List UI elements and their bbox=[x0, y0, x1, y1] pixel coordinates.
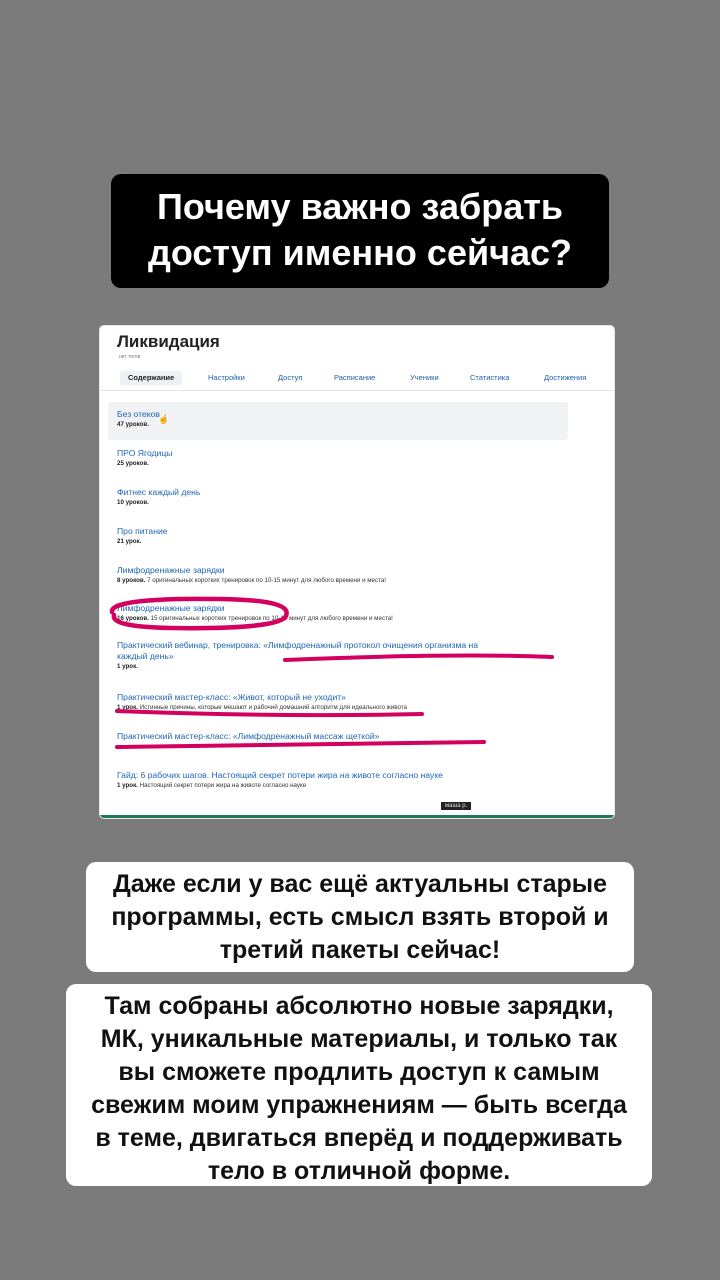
item-count: 1 урок. bbox=[117, 663, 138, 670]
tab-achievements[interactable]: Достижения bbox=[544, 373, 587, 382]
item-title[interactable]: Про питание bbox=[117, 526, 168, 536]
item-description: 7 оригинальных коротких тренировок по 10-15 минут для любого времени и места! bbox=[145, 577, 387, 584]
item-title[interactable]: Практический мастер-класс: «Лимфодренажный массаж щеткой» bbox=[117, 731, 380, 741]
tab-settings[interactable]: Настройки bbox=[208, 373, 245, 382]
caption-box-2 bbox=[66, 984, 652, 1186]
marker-underline bbox=[117, 742, 484, 747]
list-item[interactable] bbox=[117, 640, 478, 671]
caption-2-line-1: Там собраны абсолютно новые зарядки, bbox=[104, 992, 614, 1020]
item-count: 21 урок. bbox=[117, 538, 142, 545]
item-title[interactable]: Лимфодренажные зарядки bbox=[117, 603, 225, 613]
list-item[interactable] bbox=[117, 487, 200, 507]
caption-1-line-2: программы, есть смысл взять второй и bbox=[111, 903, 609, 931]
item-title[interactable]: Лимфодренажные зарядки bbox=[117, 565, 225, 575]
item-meta bbox=[117, 614, 393, 623]
item-title[interactable]: Без отеков bbox=[117, 409, 160, 419]
page-title: Ликвидация bbox=[117, 332, 220, 351]
list-item[interactable] bbox=[117, 448, 172, 468]
item-title[interactable]: Фитнес каждый день bbox=[117, 487, 201, 497]
caption-1-line-3: третий пакеты сейчас! bbox=[219, 936, 501, 964]
item-count: 1 урок. bbox=[117, 782, 138, 789]
caption-2-line-5: в теме, двигаться вперёд и поддерживать bbox=[95, 1124, 623, 1152]
headline-box bbox=[111, 174, 609, 288]
item-count: 47 уроков. bbox=[117, 421, 149, 428]
tab-content[interactable]: Содержание bbox=[120, 371, 182, 385]
item-meta bbox=[117, 662, 478, 671]
caption-2-line-2: МК, уникальные материалы, и только так bbox=[100, 1025, 618, 1053]
item-description: 15 оригинальных коротких тренировок по 10-15 минут для любого времени и места! bbox=[148, 615, 393, 622]
item-title-continued[interactable]: каждый день» bbox=[117, 651, 174, 661]
course-screenshot bbox=[100, 326, 614, 818]
item-meta bbox=[117, 537, 168, 546]
item-description: Настоящий секрет потери жира на животе согласно науке bbox=[137, 782, 307, 789]
tab-students[interactable]: Ученики bbox=[410, 373, 439, 382]
list-item[interactable] bbox=[117, 526, 168, 546]
item-meta bbox=[117, 420, 160, 429]
item-title[interactable]: Практический вебинар, тренировка: «Лимфодренажный протокол очищения организма на bbox=[117, 640, 479, 650]
item-count: 25 уроков. bbox=[117, 460, 149, 467]
item-count: 8 уроков. bbox=[117, 577, 146, 584]
caption-2-line-3: вы сможете продлить доступ к самым bbox=[118, 1058, 600, 1086]
tab-statistics[interactable]: Статистика bbox=[470, 373, 510, 382]
item-title[interactable]: Гайд: 6 рабочих шагов. Настоящий секрет потери жира на животе согласно науке bbox=[117, 770, 443, 780]
caption-box-1 bbox=[86, 862, 634, 972]
pointer-cursor-icon: ☝ bbox=[158, 414, 170, 424]
item-count: 10 уроков. bbox=[117, 499, 149, 506]
item-meta bbox=[117, 781, 443, 790]
item-count: 1 урок. bbox=[117, 704, 138, 711]
list-item[interactable] bbox=[117, 731, 379, 742]
tab-access[interactable]: Доступ bbox=[278, 373, 303, 382]
tab-schedule[interactable]: Расписание bbox=[334, 373, 376, 382]
item-meta bbox=[117, 703, 407, 712]
page-subtitle: нет тегов bbox=[119, 354, 141, 360]
headline-line-1: Почему важно забрать bbox=[157, 186, 563, 227]
list-item[interactable] bbox=[117, 409, 160, 429]
item-meta bbox=[117, 498, 200, 507]
item-meta bbox=[117, 459, 172, 468]
item-count: 16 уроков. bbox=[117, 615, 149, 622]
item-title[interactable]: Практический мастер-класс: «Живот, который не уходит» bbox=[117, 692, 346, 702]
item-title[interactable]: ПРО Ягодицы bbox=[117, 448, 173, 458]
caption-1-line-1: Даже если у вас ещё актуальны старые bbox=[112, 870, 608, 898]
item-meta bbox=[117, 576, 386, 585]
caption-2-line-4: свежим моим упражнениям — быть всегда bbox=[91, 1091, 627, 1119]
row-hover-highlight bbox=[108, 402, 568, 440]
caption-2-line-6: тело в отличной форме. bbox=[207, 1157, 511, 1185]
item-description: Истинные причины, которые мешают и рабочий домашний алгоритм для идеального живота bbox=[137, 704, 407, 711]
tab-bar bbox=[100, 366, 614, 391]
list-item[interactable] bbox=[117, 565, 386, 585]
user-badge: маша р. bbox=[441, 802, 471, 810]
accent-bar bbox=[100, 815, 614, 818]
list-item[interactable] bbox=[117, 603, 393, 623]
list-item[interactable] bbox=[117, 770, 443, 790]
headline-line-2: доступ именно сейчас? bbox=[147, 232, 573, 273]
list-item[interactable] bbox=[117, 692, 407, 712]
